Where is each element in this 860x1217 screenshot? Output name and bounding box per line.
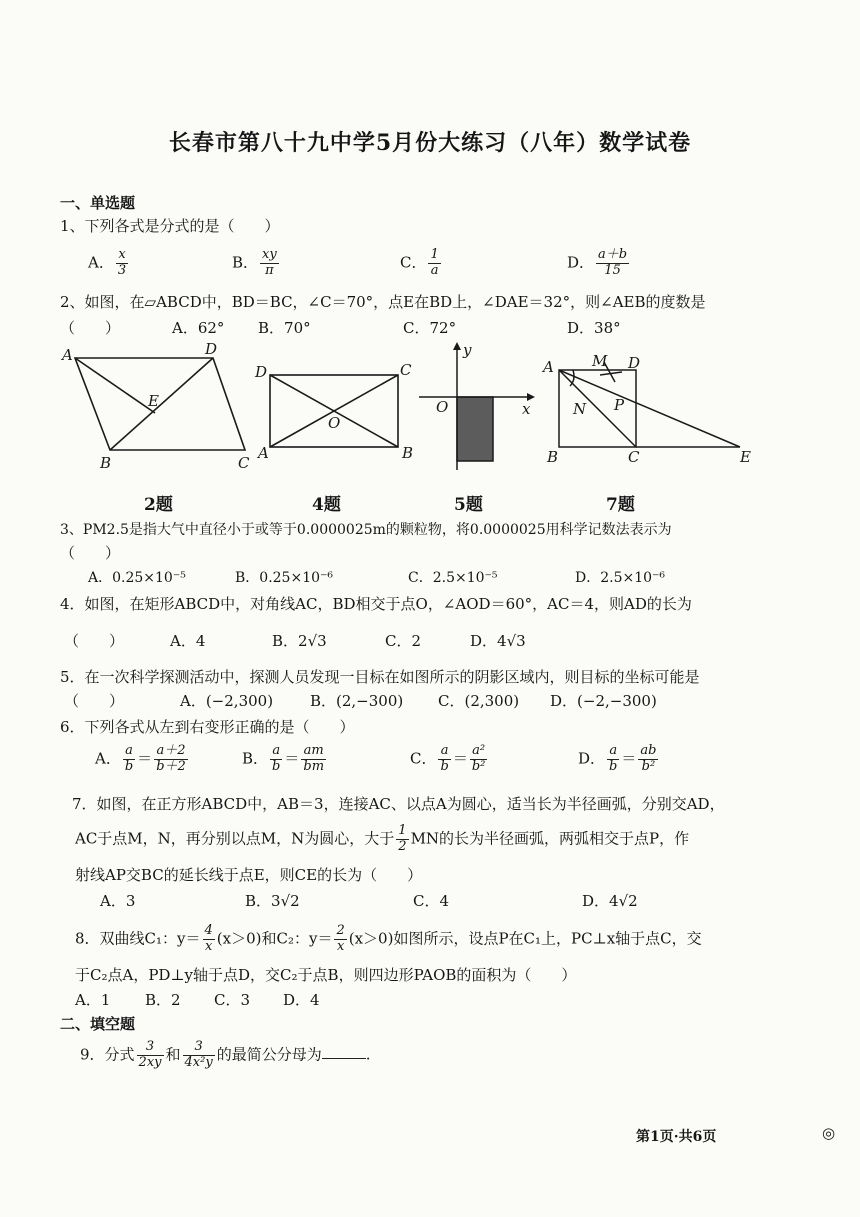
fig2-label-a: A: [62, 346, 73, 364]
q6-stem: 6．下列各式从左到右变形正确的是（ ）: [60, 718, 355, 736]
q8-option-b: B．2: [145, 991, 181, 1009]
q7-option-c: C．4: [413, 892, 450, 910]
fig4-label-c: C: [400, 361, 412, 379]
q2-option-b: B．70°: [258, 319, 311, 337]
fig4-label-d: D: [255, 363, 268, 381]
fig7-label-c: C: [628, 448, 640, 466]
fig2-label-b: B: [100, 454, 112, 472]
q1-stem: 1、下列各式是分式的是（ ）: [60, 217, 280, 235]
fig7-label-d: D: [628, 354, 641, 372]
q3-option-a: A．0.25×10⁻⁵: [88, 570, 186, 586]
caption-fig2: 2题: [144, 495, 173, 515]
section-single-choice: 一、单选题: [60, 194, 136, 212]
fig4-label-o: O: [328, 414, 341, 432]
fig7-label-b: B: [547, 448, 559, 466]
q7-option-d: D．4√2: [582, 892, 638, 910]
q6-option-d: D． $\frac{a}{b}$ ＝ $\frac{ab}{\text{b²}}$: [578, 743, 657, 774]
q8-line-2: 于C₂点A，PD⊥y轴于点D，交C₂于点B，则四边形PAOB的面积为（ ）: [75, 966, 577, 984]
q7-option-b: B．3√2: [245, 892, 300, 910]
q8-option-a: A．1: [75, 991, 111, 1009]
q5-option-c: C．(2,300): [438, 692, 520, 710]
q2-option-d: D．38°: [567, 319, 621, 337]
q2-option-c: C．72°: [403, 319, 457, 337]
q9-answer-blank[interactable]: [322, 1058, 366, 1059]
q4-option-c: C．2: [385, 632, 422, 650]
figure-7-square: [559, 362, 740, 447]
q3-stem: 3、PM2.5是指大气中直径小于或等于0.0000025m的颗粒物，将0.0000025用科学记数法表示为: [60, 522, 672, 538]
q8-option-c: C．3: [214, 991, 251, 1009]
q6-option-a: A． $\frac{a}{b}$ ＝ $\frac{a+2}{b+2}$: [95, 743, 186, 774]
q4-stem: 4．如图，在矩形ABCD中，对角线AC，BD相交于点O，∠AOD＝60°，AC＝4，则AD的长为: [60, 595, 692, 613]
q1-option-a: A． $\frac{x}{3}$: [88, 247, 127, 278]
fig2-label-c: C: [238, 454, 250, 472]
section-fill-in: 二、填空题: [60, 1015, 136, 1033]
fig4-label-b: B: [402, 444, 414, 462]
q9-stem: 9．分式 $\frac{3}{2xy}$ 和 $\frac{3}{\text{4x²y}}$ 的最简公分母为 .: [80, 1039, 371, 1070]
caption-fig5: 5题: [454, 495, 483, 515]
fig7-label-a: A: [543, 358, 554, 376]
q8-option-d: D．4: [283, 991, 320, 1009]
q7-line-3: 射线AP交BC的延长线于点E，则CE的长为（ ）: [75, 866, 423, 884]
page-number: 第1页·共6页: [636, 1129, 717, 1145]
q1-option-c: C． $\frac{1}{a}$: [400, 247, 439, 278]
fig5-label-y: y: [463, 341, 472, 359]
caption-fig7: 7题: [606, 495, 635, 515]
fig5-label-x: x: [522, 400, 531, 418]
q5-option-d: D．(−2,−300): [550, 692, 657, 710]
q4-option-a: A．4: [170, 632, 206, 650]
q7-option-a: A．3: [100, 892, 136, 910]
q3-option-c: C．2.5×10⁻⁵: [408, 570, 498, 586]
fig2-label-d: D: [205, 340, 218, 358]
q5-paren: （ ）: [64, 692, 125, 710]
q5-option-a: A．(−2,300): [180, 692, 274, 710]
caption-fig4: 4题: [312, 495, 341, 515]
q1-option-d: D． $\frac{a+b}{15}$: [567, 247, 628, 278]
q1-option-b: B． $\frac{xy}{\pi}$: [232, 247, 277, 278]
q4-paren: （ ）: [64, 632, 125, 650]
q8-line-1: 8．双曲线C₁：y＝ $\frac{4}{x}$ (x＞0)和C₂：y＝ $\frac{2}{x}$ (x＞0)如图所示，设点P在C₁上，PC⊥x轴于点C，交: [75, 923, 702, 954]
q7-line-1: 7．如图，在正方形ABCD中，AB＝3，连接AC、以点A为圆心，适当长为半径画弧，分别交AD，: [72, 795, 725, 813]
figure-2-parallelogram: [75, 358, 245, 450]
fig7-label-m: M: [592, 352, 608, 370]
q5-stem: 5．在一次科学探测活动中，探测人员发现一目标在如图所示的阴影区域内，则目标的坐标可能是: [60, 668, 700, 686]
fig7-label-e: E: [740, 448, 751, 466]
fig7-label-p: P: [614, 396, 625, 414]
q4-option-d: D．4√3: [470, 632, 526, 650]
fig5-label-o: O: [436, 398, 449, 416]
fig4-label-a: A: [258, 444, 269, 462]
q2-stem: 2、如图，在▱ABCD中，BD＝BC，∠C＝70°，点E在BD上，∠DAE＝32°，则∠AEB的度数是: [60, 293, 706, 311]
q3-option-d: D．2.5×10⁻⁶: [575, 570, 666, 586]
fig7-label-n: N: [573, 400, 587, 418]
q7-line-2: AC于点M，N，再分别以点M，N为圆心，大于 $\frac{1}{2}$ MN的长为半径画弧，两弧相交于点P，作: [75, 823, 690, 854]
q2-paren: （ ）: [60, 319, 121, 337]
figures-row: [0, 340, 860, 480]
q3-paren: （ ）: [60, 544, 121, 562]
q3-option-b: B．0.25×10⁻⁶: [235, 570, 334, 586]
q5-option-b: B．(2,−300): [310, 692, 404, 710]
figure-4-rectangle: [270, 375, 398, 447]
fig2-label-e: E: [148, 392, 159, 410]
page-title: 长春市第八十九中学5月份大练习（八年）数学试卷: [168, 130, 692, 156]
q6-option-c: C． $\frac{a}{b}$ ＝ $\frac{\text{a²}}{\text{b²}}$: [410, 743, 486, 774]
q4-option-b: B．2√3: [272, 632, 327, 650]
q2-option-a: A．62°: [172, 319, 225, 337]
corner-mark: ◎: [822, 1124, 836, 1142]
q6-option-b: B． $\frac{a}{b}$ ＝ $\frac{am}{bm}$: [242, 743, 325, 774]
